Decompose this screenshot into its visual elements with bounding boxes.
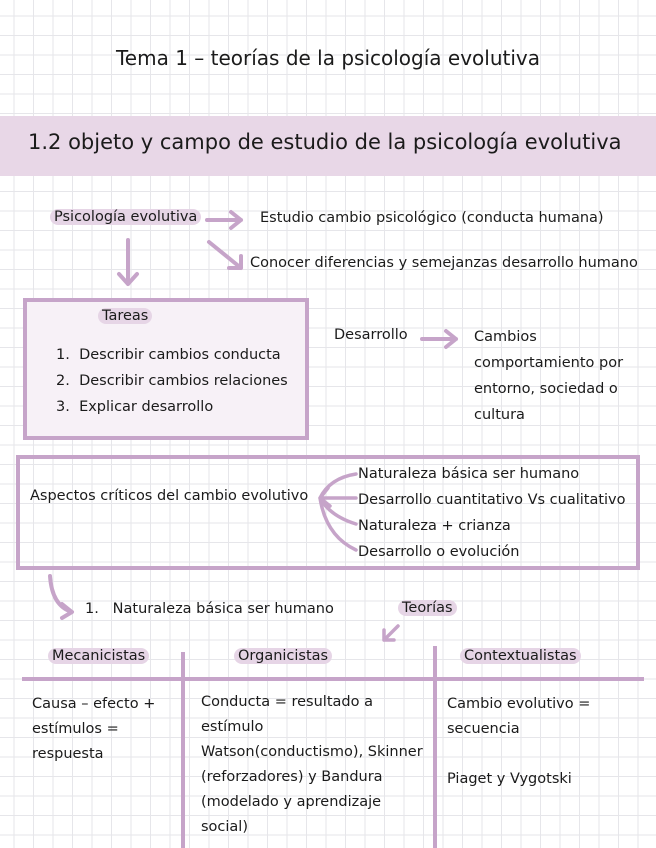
list-item: Naturaleza + crianza [358,518,511,534]
column-header-mecanicistas: Mecanicistas [48,648,149,664]
naturaleza-item: 1. Naturaleza básica ser humano [85,601,334,617]
column-mecanicistas-text: Causa – efecto + estímulos = respuesta [32,696,156,762]
estudio-text: Estudio cambio psicológico (conducta humana) [260,210,604,226]
arrow-right-icon [420,327,460,351]
list-item: 3. Explicar desarrollo [56,399,214,415]
conocer-text: Conocer diferencias y semejanzas desarrollo humano [250,255,638,271]
fan-arrow-icon [314,466,360,556]
arrow-right-icon [205,208,245,232]
tareas-label: Tareas [98,308,152,324]
column-header-organicistas: Organicistas [234,648,332,664]
arrow-down-left-icon [378,622,404,646]
table-header-line [22,677,644,681]
list-item: Naturaleza básica ser humano [358,466,580,482]
column-organicistas-text: Conducta = resultado a estímulo Watson(conductismo), Skinner (reforzadores) y Bandura (modelado y aprendizaje social) [201,694,423,835]
list-item: Desarrollo cuantitativo Vs cualitativo [358,492,626,508]
aspectos-label: Aspectos críticos del cambio evolutivo [30,488,309,504]
page-title: Tema 1 – teorías de la psicología evolutiva [115,46,541,70]
list-item: 2. Describir cambios relaciones [56,373,288,389]
arrow-down-icon [115,238,141,290]
arrow-diagonal-icon [205,238,247,274]
section-title: 1.2 objeto y campo de estudio de la psicología evolutiva [28,130,622,154]
teorias-label: Teorías [398,600,457,616]
list-item: Desarrollo o evolución [358,544,520,560]
list-item: 1. Describir cambios conducta [56,347,281,363]
column-divider [433,646,437,848]
tareas-box [23,298,309,440]
arrow-curve-icon [44,572,80,620]
column-contextualistas-text: Cambio evolutivo = secuencia Piaget y Vygotski [447,696,591,787]
column-header-contextualistas: Contextualistas [460,648,581,664]
psicologia-label: Psicología evolutiva [50,209,201,225]
desarrollo-description: Cambios comportamiento por entorno, sociedad o cultura [474,329,624,423]
column-divider [181,652,185,848]
desarrollo-label: Desarrollo [334,327,408,343]
